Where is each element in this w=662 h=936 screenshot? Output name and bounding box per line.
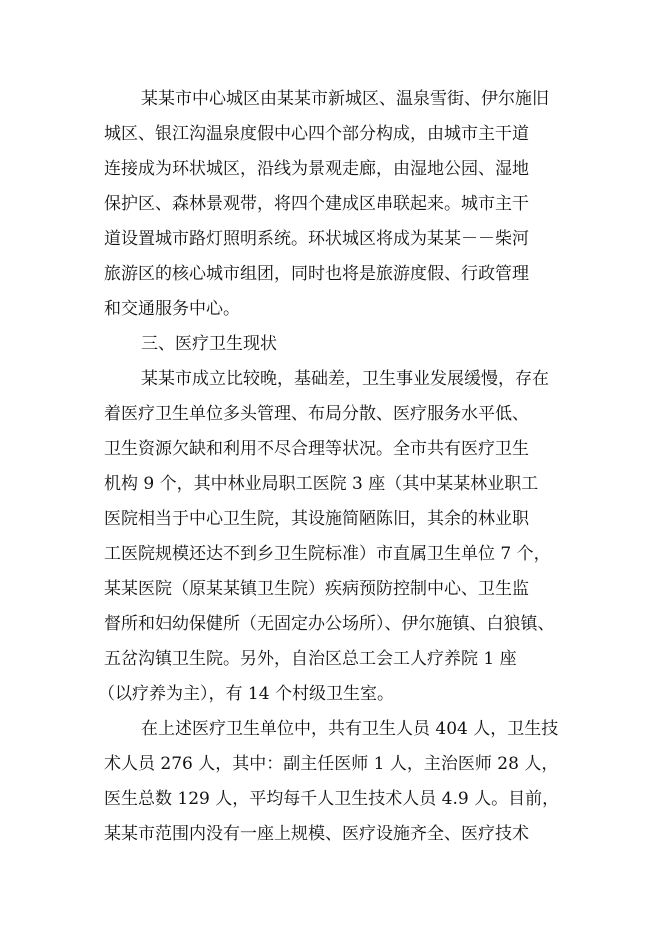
text-line: 在上述医疗卫生单位中，共有卫生人员 404 人，卫生技 [141, 719, 559, 739]
text-line: 督所和妇幼保健所（无固定办公场所）、伊尔施镇、白狼镇、 [104, 614, 555, 634]
text-line: 某某市范围内没有一座上规模、医疗设施齐全、医疗技术 [104, 824, 529, 844]
text-line: 医院相当于中心卫生院，其设施简陋陈旧，其余的林业职 [104, 509, 529, 529]
text-line: （以疗养为主），有 14 个村级卫生室。 [98, 684, 394, 704]
text-line: 城区、银江沟温泉度假中心四个部分构成，由城市主干道 [104, 124, 529, 144]
text-line: 保护区、森林景观带，将四个建成区串联起来。城市主干 [104, 194, 529, 214]
text-line: 着医疗卫生单位多头管理、布局分散、医疗服务水平低、 [104, 404, 529, 424]
text-line: 机构 9 个，其中林业局职工医院 3 座（其中某某林业职工 [104, 474, 539, 494]
text-line: 医生总数 129 人，平均每千人卫生技术人员 4.9 人。目前， [104, 789, 560, 809]
text-line: 卫生资源欠缺和利用不尽合理等状况。全市共有医疗卫生 [104, 439, 529, 459]
text-line: 术人员 276 人，其中：副主任医师 1 人，主治医师 28 人， [104, 754, 559, 774]
text-line: 某某医院（原某某镇卫生院）疾病预防控制中心、卫生监 [104, 579, 529, 599]
text-line: 五岔沟镇卫生院。另外，自治区总工会工人疗养院 1 座 [104, 649, 517, 669]
text-line: 道设置城市路灯照明系统。环状城区将成为某某－－柴河 [104, 229, 529, 249]
text-line: 工医院规模还达不到乡卫生院标准）市直属卫生单位 7 个， [104, 544, 551, 564]
text-line: 某某市成立比较晚，基础差，卫生事业发展缓慢，存在 [141, 369, 549, 389]
text-line: 某某市中心城区由某某市新城区、温泉雪街、伊尔施旧 [141, 89, 549, 109]
text-line: 和交通服务中心。 [104, 299, 240, 319]
section-heading: 三、医疗卫生现状 [141, 334, 277, 354]
text-line: 连接成为环状城区，沿线为景观走廊，由湿地公园、湿地 [104, 159, 529, 179]
text-line: 旅游区的核心城市组团，同时也将是旅游度假、行政管理 [104, 264, 529, 284]
